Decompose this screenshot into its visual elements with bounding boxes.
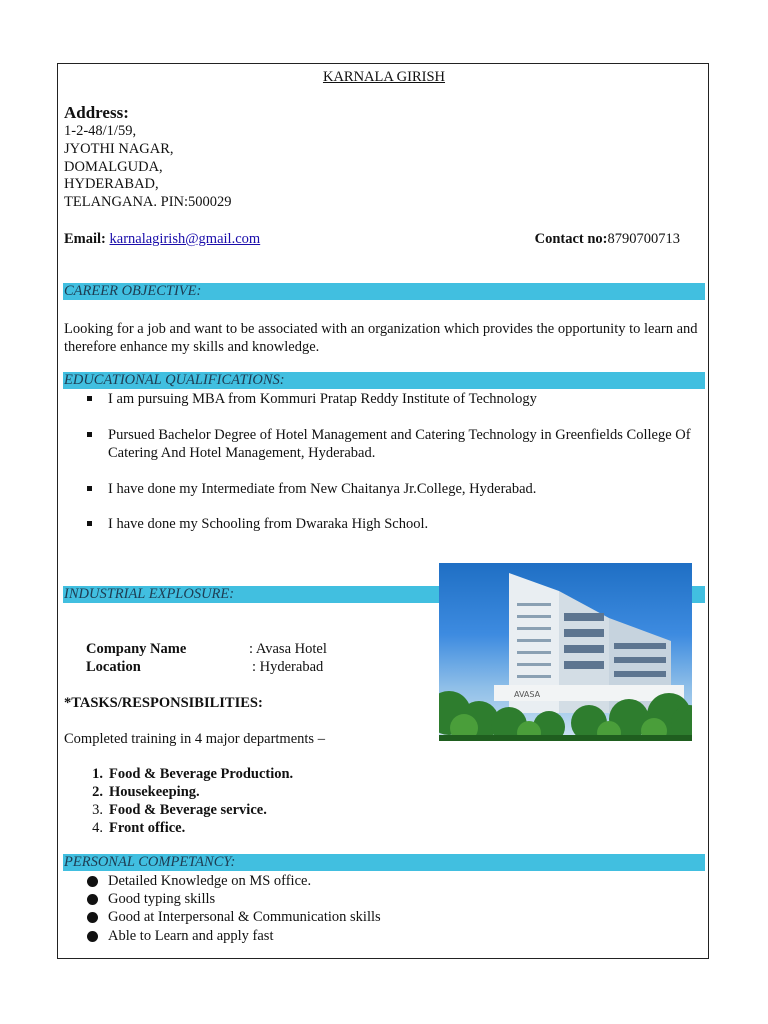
address-line: JYOTHI NAGAR,	[64, 140, 174, 157]
company-row	[86, 640, 186, 658]
competency-heading: PERSONAL COMPETANCY:	[63, 854, 705, 871]
address-line: HYDERABAD,	[64, 176, 159, 193]
square-bullet-icon	[87, 432, 92, 437]
email-link[interactable]: karnalagirish@gmail.com	[109, 231, 261, 247]
company-value: : Avasa Hotel	[249, 641, 327, 657]
list-item: Good at Interpersonal & Communication skills	[108, 908, 381, 926]
square-bullet-icon	[87, 521, 92, 526]
address-heading: Address:	[64, 103, 129, 122]
square-bullet-icon	[87, 396, 92, 401]
list-item: 3. Food & Beverage service.	[92, 802, 267, 818]
round-bullet-icon	[87, 894, 98, 905]
tasks-intro: Completed training in 4 major departments –	[64, 731, 325, 747]
career-objective-text: Looking for a job and want to be associated with an organization which provides the opportunity to learn and therefore enhance my skills and knowledge.	[64, 321, 698, 355]
list-item: Good typing skills	[108, 890, 215, 908]
list-item: 2. Housekeeping.	[92, 784, 200, 800]
address-line: 1-2-48/1/59,	[64, 123, 137, 139]
hotel-building-image	[439, 563, 692, 741]
education-heading: EDUCATIONAL QUALIFICATIONS:	[63, 372, 705, 389]
square-bullet-icon	[87, 486, 92, 491]
location-value: : Hyderabad	[252, 659, 324, 675]
industrial-heading: INDUSTRIAL EXPLOSURE:	[63, 586, 705, 603]
tasks-heading: *TASKS/RESPONSIBILITIES:	[64, 695, 263, 711]
round-bullet-icon	[87, 876, 98, 887]
list-item: Able to Learn and apply fast	[108, 927, 273, 945]
contact-row	[535, 230, 680, 248]
photo-sign-text: AVASA	[514, 690, 541, 699]
list-item: Pursued Bachelor Degree of Hotel Management and Catering Technology in Greenfields College Of Catering And Hotel Management, Hyderabad.	[108, 426, 703, 462]
email-row	[64, 230, 260, 248]
list-item: I have done my Intermediate from New Chaitanya Jr.College, Hyderabad.	[108, 480, 703, 498]
hotel-photo	[439, 563, 692, 741]
round-bullet-icon	[87, 912, 98, 923]
list-item: I am pursuing MBA from Kommuri Pratap Reddy Institute of Technology	[108, 390, 703, 408]
candidate-name: KARNALA GIRISH	[322, 69, 446, 85]
address-line: DOMALGUDA,	[64, 158, 163, 175]
address-line: TELANGANA. PIN:500029	[64, 194, 232, 211]
list-item: 4. Front office.	[92, 820, 186, 836]
round-bullet-icon	[87, 931, 98, 942]
contact-number: 8790700713	[607, 231, 680, 247]
company-label: Company Name	[86, 641, 187, 657]
location-row	[86, 658, 141, 676]
resume-page	[57, 63, 709, 959]
contact-label: Contact no:	[534, 231, 608, 247]
address-block	[64, 123, 232, 212]
list-item: 1. Food & Beverage Production.	[92, 766, 294, 782]
list-item: Detailed Knowledge on MS office.	[108, 872, 311, 890]
email-label: Email:	[64, 231, 106, 247]
list-item: I have done my Schooling from Dwaraka High School.	[108, 515, 703, 533]
location-label: Location	[86, 659, 141, 675]
career-objective-heading: CAREER OBJECTIVE:	[63, 283, 705, 300]
